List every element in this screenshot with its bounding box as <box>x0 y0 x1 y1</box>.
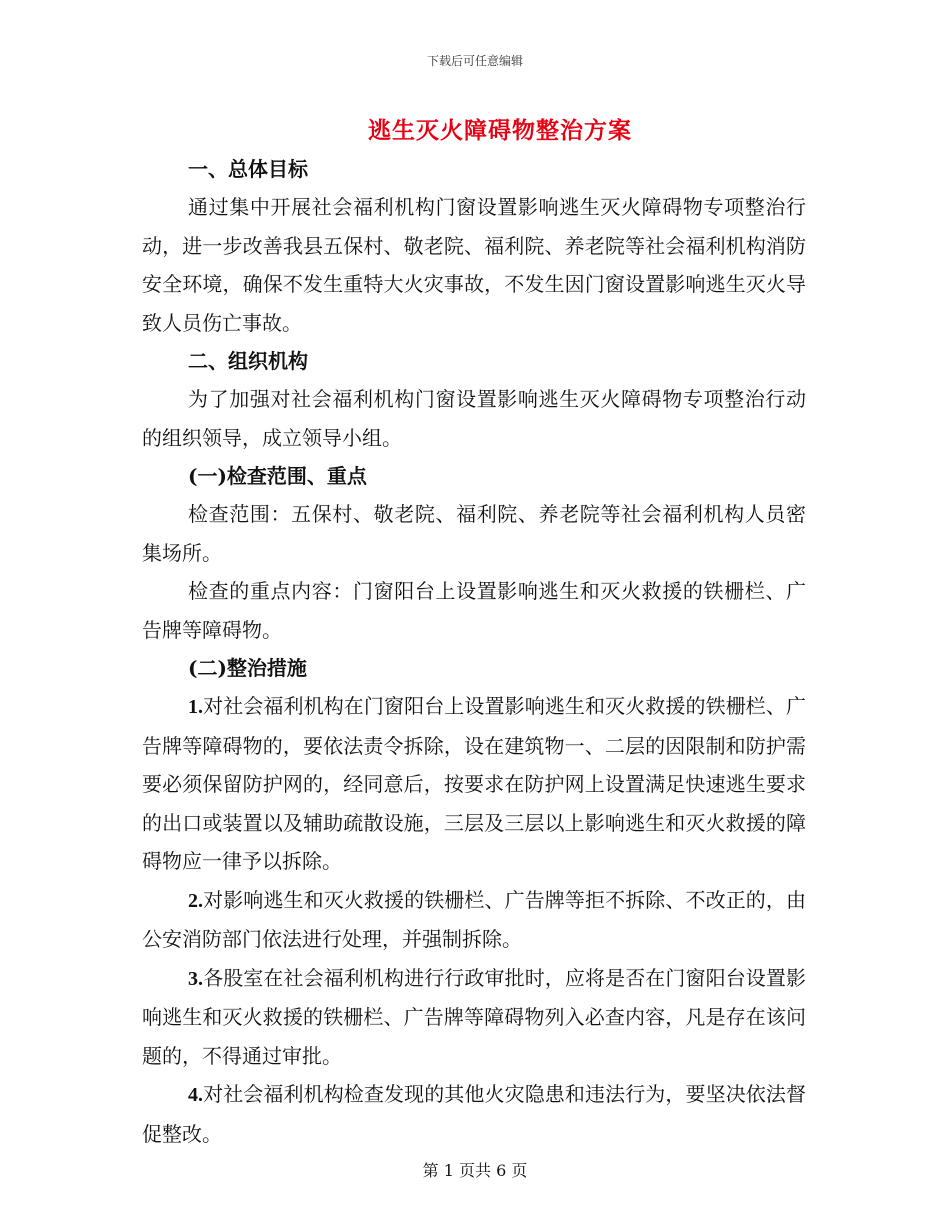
paragraph-focus: 检查的重点内容：门窗阳台上设置影响逃生和灭火救援的铁栅栏、广告牌等障碍物。 <box>142 579 806 642</box>
measure-item-1 <box>142 687 806 881</box>
measure-number: 4. <box>188 1084 203 1106</box>
paragraph-goal: 通过集中开展社会福利机构门窗设置影响逃生灭火障碍物专项整治行动，进一步改善我县五保村、敬老院、福利院、养老院等社会福利机构消防安全环境，确保不发生重特大火灾事故，不发生因门窗设置影响逃生灭火导致人员伤亡事故。 <box>142 195 806 335</box>
measure-text: 各股室在社会福利机构进行行政审批时，应将是否在门窗阳台设置影响逃生和灭火救援的铁栅栏、广告牌等障碍物列入必查内容，凡是存在该问题的，不得通过审批。 <box>142 965 806 1068</box>
measure-text: 对社会福利机构检查发现的其他火灾隐患和违法行为，要坚决依法督促整改。 <box>142 1082 806 1146</box>
measure-number: 1. <box>188 696 203 718</box>
document-title: 逃生灭火障碍物整治方案 <box>368 117 632 144</box>
page-footer: 第 1 页共 6 页 <box>422 1161 528 1180</box>
section-heading-measures: (二)整治措施 <box>188 656 307 680</box>
measure-item-2 <box>142 881 806 959</box>
paragraph-scope: 检查范围：五保村、敬老院、福利院、养老院等社会福利机构人员密集场所。 <box>142 502 806 565</box>
measure-item-3 <box>142 959 806 1076</box>
section-heading-goal: 一、总体目标 <box>188 157 308 181</box>
document-body <box>142 150 806 1153</box>
header-note: 下载后可任意编辑 <box>426 54 523 68</box>
measure-item-4 <box>142 1075 806 1153</box>
section-heading-organization: 二、组织机构 <box>188 349 308 373</box>
measure-number: 3. <box>188 967 203 990</box>
paragraph-organization: 为了加强对社会福利机构门窗设置影响逃生灭火障碍物专项整治行动的组织领导，成立领导小组。 <box>142 387 806 450</box>
section-heading-scope: (一)检查范围、重点 <box>188 464 367 488</box>
measure-text: 对社会福利机构在门窗阳台上设置影响逃生和灭火救援的铁栅栏、广告牌等障碍物的，要依法责令拆除，设在建筑物一、二层的因限制和防护需要必须保留防护网的，经同意后，按要求在防护网上设置满足快速逃生要求的出口或装置以及辅助疏散设施，三层及三层以上影响逃生和灭火救援的障碍物应一律予以拆除。 <box>142 694 806 873</box>
measure-text: 对影响逃生和灭火救援的铁栅栏、广告牌等拒不拆除、不改正的，由公安消防部门依法进行处理，并强制拆除。 <box>142 887 806 951</box>
measure-number: 2. <box>188 889 203 912</box>
